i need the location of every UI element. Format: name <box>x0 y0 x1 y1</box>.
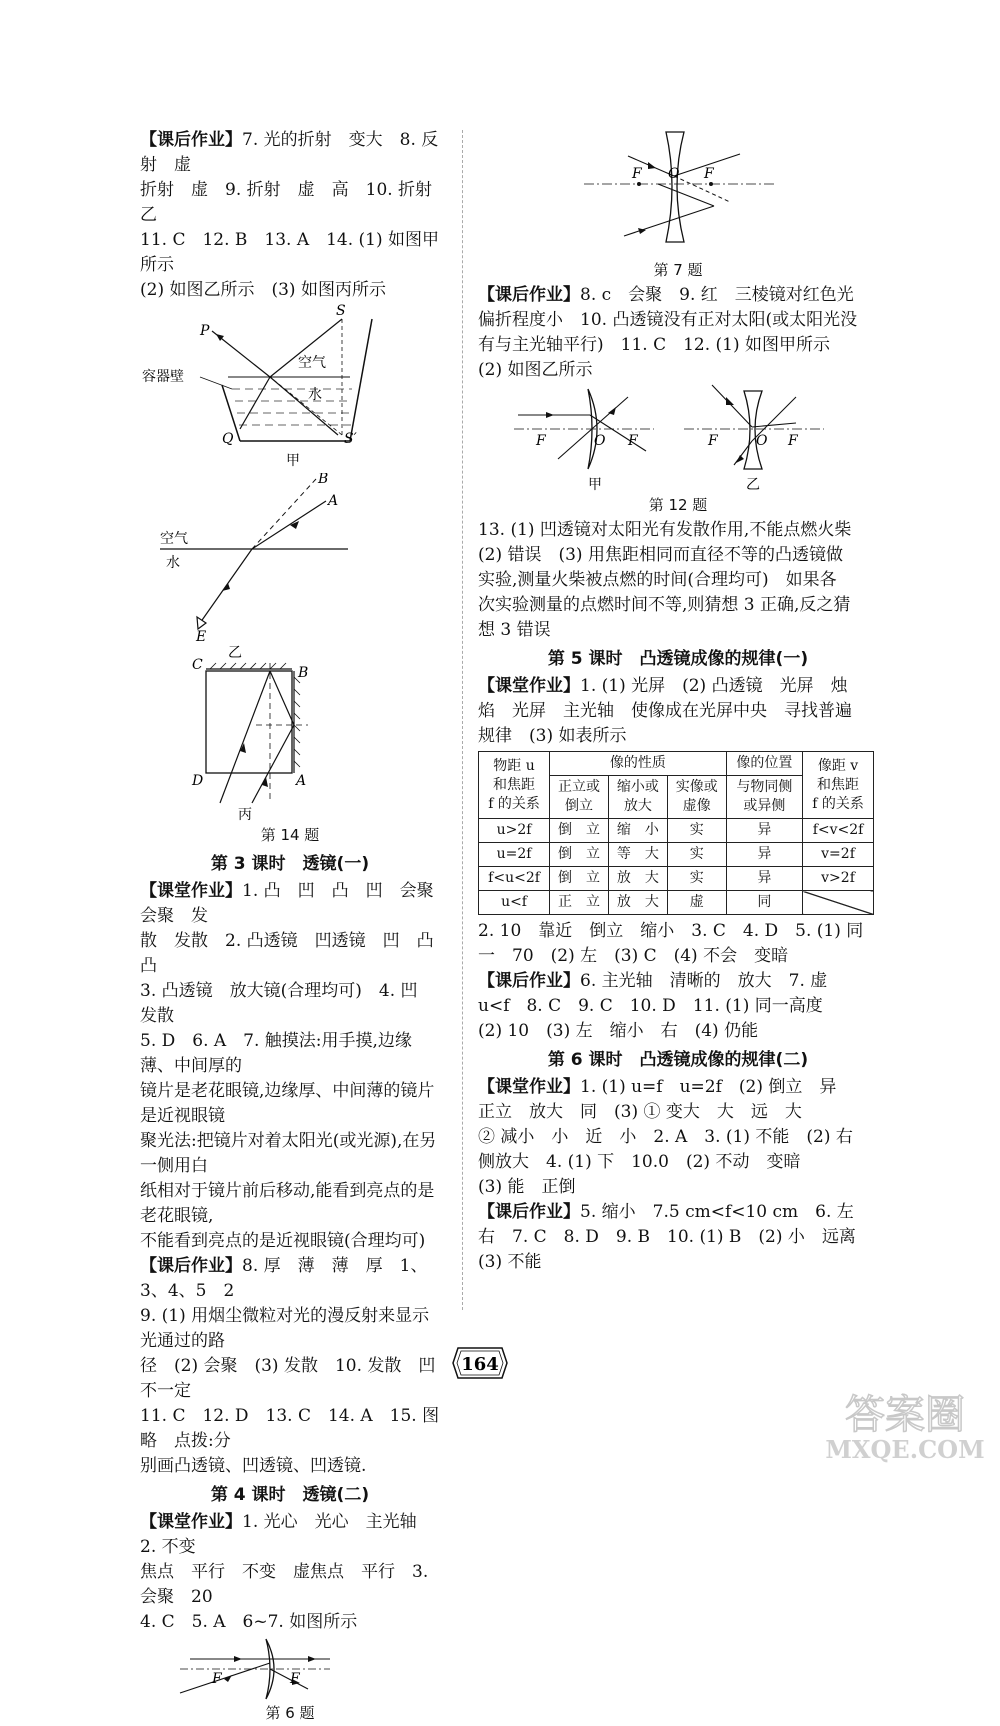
tag: 【课堂作业】 <box>478 676 580 696</box>
watermark-logo <box>820 1380 990 1465</box>
label-B: B <box>298 665 309 681</box>
figure-6-caption: 第 6 题 <box>265 1704 315 1722</box>
label-F1: F <box>632 166 642 182</box>
section-4-title: 第 4 课时 透镜(二) <box>210 1485 370 1505</box>
label-B: B <box>318 473 329 487</box>
text-line: 别画凸透镜、凹透镜、凹透镜. <box>140 1456 367 1476</box>
table-row: u>2f 倒 立 缩 小 实 异 f<v<2f <box>479 819 874 843</box>
page-number-badge <box>452 1346 508 1380</box>
text-line: u<f 8. C 9. C 10. D 11. (1) 同一高度 <box>478 996 823 1016</box>
tag: 【课堂作业】 <box>140 1512 242 1532</box>
column-divider <box>462 130 463 1310</box>
text-line: 想 3 错误 <box>478 620 551 640</box>
label-wall: 容器壁 <box>142 369 184 385</box>
imaging-rules-table <box>478 751 874 915</box>
text-line: 侧放大 4. (1) 下 10.0 (2) 不动 变暗 <box>478 1152 801 1172</box>
figure-name-jia: 甲 <box>588 477 602 493</box>
text-line: 8. 厚 薄 薄 厚 1、3、4、5 2 <box>140 1256 428 1301</box>
text-line: 右 7. C 8. D 9. B 10. (1) B (2) 小 远离 <box>478 1227 856 1247</box>
figure-14-jia <box>140 303 440 473</box>
tag: 【课后作业】 <box>140 1256 242 1276</box>
tag: 【课堂作业】 <box>478 1077 580 1097</box>
page-number: 164 <box>461 1354 499 1375</box>
text-line: 9. (1) 用烟尘微粒对光的漫反射来显示光通过的路 <box>140 1306 430 1351</box>
header-upright: 正立或 倒立 <box>550 776 609 819</box>
text-line: 实验,测量火柴被点燃的时间(合理均可) 如果各 <box>478 570 837 590</box>
text-line: 纸相对于镜片前后移动,能看到亮点的是老花眼镜, <box>140 1181 435 1226</box>
header-image-distance: 像距 v 和焦距 f 的关系 <box>803 752 874 819</box>
header-image-nature: 像的性质 <box>550 752 727 776</box>
table-row: u<f 正 立 放 大 虚 同 <box>479 891 874 915</box>
figure-12 <box>478 383 878 493</box>
tag: 【课后作业】 <box>140 130 242 150</box>
text-line: 4. C 5. A 6~7. 如图所示 <box>140 1612 358 1632</box>
label-A: A <box>328 493 339 509</box>
label-air: 空气 <box>298 355 326 371</box>
figure-6 <box>140 1635 440 1701</box>
section-3-title: 第 3 课时 透镜(一) <box>210 854 370 874</box>
left-column <box>140 128 453 1726</box>
text-line: 1. (1) 光屏 (2) 凸透镜 光屏 烛 <box>580 676 848 696</box>
label-F1: F <box>212 1671 222 1687</box>
text-line: 径 (2) 会聚 (3) 发散 10. 发散 凹 不一定 <box>140 1356 453 1401</box>
text-line: 次实验测量的点燃时间不等,则猜想 3 正确,反之猜 <box>478 595 851 615</box>
label-F2: F <box>628 433 638 449</box>
text-line: 正立 放大 同 (3) ① 变大 大 远 大 <box>478 1102 802 1122</box>
text-line: 1. (1) u=f u=2f (2) 倒立 异 <box>580 1077 837 1097</box>
diagonal-cell <box>803 891 874 915</box>
figure-name-bing: 丙 <box>238 807 252 823</box>
text-line: (2) 10 (3) 左 缩小 右 (4) 仍能 <box>478 1021 759 1041</box>
label-O: O <box>668 166 680 182</box>
figure-12-caption: 第 12 题 <box>648 496 708 514</box>
text-line: 5. D 6. A 7. 触摸法:用手摸,边缘薄、中间厚的 <box>140 1031 412 1076</box>
text-line: 镜片是老花眼镜,边缘厚、中间薄的镜片是近视眼镜 <box>140 1081 435 1126</box>
svg-text:答案圈: 答案圈 <box>845 1392 965 1438</box>
text-line: 11. C 12. B 13. A 14. (1) 如图甲所示 <box>140 230 440 275</box>
label-A: A <box>296 773 307 789</box>
homework-block-1 <box>140 128 450 303</box>
header-image-position: 像的位置 <box>726 752 802 776</box>
text-line: 2. 10 靠近 倒立 缩小 3. C 4. D 5. (1) 同 <box>478 921 864 941</box>
label-F2: F <box>704 166 714 182</box>
figure-7 <box>478 128 878 258</box>
text-line: (2) 如图乙所示 (3) 如图丙所示 <box>140 280 386 300</box>
text-line: 焰 光屏 主光轴 使像成在光屏中央 寻找普遍 <box>478 701 852 721</box>
label-yi-top: 乙 <box>228 645 242 661</box>
label-F1: F <box>536 433 546 449</box>
figure-name-yi: 乙 <box>746 477 760 493</box>
section-6-title: 第 6 课时 凸透镜成像的规律(二) <box>547 1050 809 1070</box>
label-water: 水 <box>308 387 322 403</box>
header-object-distance: 物距 u 和焦距 f 的关系 <box>479 752 550 819</box>
figure-7-caption: 第 7 题 <box>653 261 703 279</box>
figure-name-jia: 甲 <box>286 453 300 469</box>
label-F2: F <box>290 1671 300 1687</box>
tag: 【课后作业】 <box>478 971 580 991</box>
text-line: ② 减小 小 近 小 2. A 3. (1) 不能 (2) 右 <box>478 1127 853 1147</box>
text-line: 有与主光轴平行) 11. C 12. (1) 如图甲所示 <box>478 335 831 355</box>
text-line: 6. 主光轴 清晰的 放大 7. 虚 <box>580 971 828 991</box>
section-5-title: 第 5 课时 凸透镜成像的规律(一) <box>547 649 809 669</box>
tag: 【课后作业】 <box>478 285 580 305</box>
text-line: 3. 凸透镜 放大镜(合理均可) 4. 凹 发散 <box>140 981 435 1026</box>
right-column <box>478 128 878 1275</box>
table-row: u=2f 倒 立 等 大 实 异 v=2f <box>479 843 874 867</box>
header-side: 与物同侧 或异侧 <box>726 776 802 819</box>
text-line: (2) 错误 (3) 用焦距相同而直径不等的凸透镜做 <box>478 545 843 565</box>
label-Q: Q <box>222 431 234 447</box>
svg-text:MXQE.COM: MXQE.COM <box>825 1435 985 1464</box>
text-line: 一 70 (2) 左 (3) C (4) 不会 变暗 <box>478 946 789 966</box>
tag: 【课堂作业】 <box>140 881 242 901</box>
text-line: 偏折程度小 10. 凸透镜没有正对太阳(或太阳光没 <box>478 310 858 330</box>
tag: 【课后作业】 <box>478 1202 580 1222</box>
text-line: (3) 不能 <box>478 1252 542 1272</box>
label-E: E <box>196 629 207 643</box>
text-line: 5. 缩小 7.5 cm<f<10 cm 6. 左 <box>580 1202 854 1222</box>
label-O2: O <box>756 433 768 449</box>
label-P: P <box>200 323 210 339</box>
label-S-prime: S′ <box>344 431 357 447</box>
label-O1: O <box>594 433 606 449</box>
text-line: 8. c 会聚 9. 红 三棱镜对红色光 <box>580 285 854 305</box>
figure-14-bing <box>140 643 440 823</box>
text-line: 1. 凸 凹 凸 凹 会聚 会聚 发 <box>140 881 451 926</box>
text-line: 11. C 12. D 13. C 14. A 15. 图略 点拨:分 <box>140 1406 440 1451</box>
label-F4: F <box>788 433 798 449</box>
label-D: D <box>192 773 204 789</box>
text-line: (2) 如图乙所示 <box>478 360 593 380</box>
label-water: 水 <box>166 555 180 571</box>
text-line: 13. (1) 凹透镜对太阳光有发散作用,不能点燃火柴 <box>478 520 852 540</box>
text-line: (3) 能 正倒 <box>478 1177 576 1197</box>
text-line: 不能看到亮点的是近视眼镜(合理均可) <box>140 1231 426 1251</box>
label-C: C <box>192 657 203 673</box>
text-line: 规律 (3) 如表所示 <box>478 726 627 746</box>
header-real: 实像或 虚像 <box>667 776 726 819</box>
table-row: f<u<2f 倒 立 放 大 实 异 v>2f <box>479 867 874 891</box>
label-air: 空气 <box>160 531 188 547</box>
figure-14-yi <box>140 473 440 643</box>
text-line: 焦点 平行 不变 虚焦点 平行 3. 会聚 20 <box>140 1562 429 1607</box>
text-line: 散 发散 2. 凸透镜 凹透镜 凹 凸 凸 <box>140 931 451 976</box>
text-line: 1. 光心 光心 主光轴 2. 不变 <box>140 1512 434 1557</box>
label-S: S <box>336 303 346 319</box>
label-F3: F <box>708 433 718 449</box>
text-line: 聚光法:把镜片对着太阳光(或光源),在另一侧用白 <box>140 1131 437 1176</box>
figure-14-caption: 第 14 题 <box>260 826 320 844</box>
text-line: 折射 虚 9. 折射 虚 高 10. 折射 乙 <box>140 180 450 225</box>
text-line: 7. 光的折射 变大 8. 反射 虚 <box>140 130 439 175</box>
header-size: 缩小或 放大 <box>608 776 667 819</box>
